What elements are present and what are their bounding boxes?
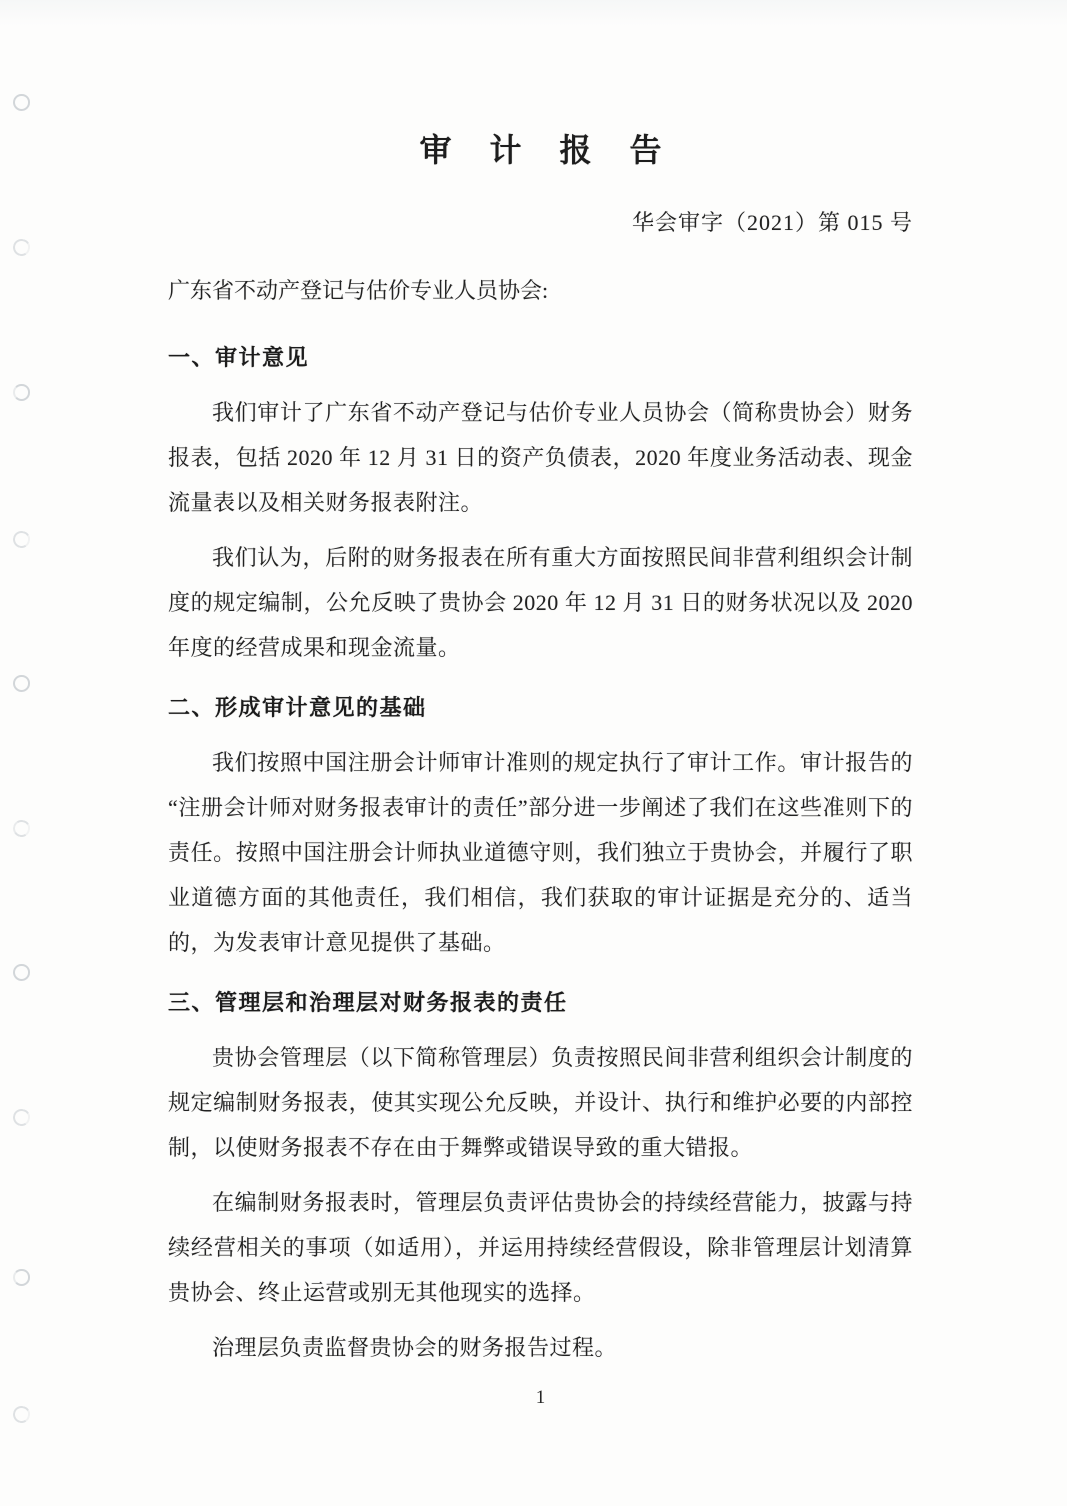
- paragraph-management-responsibility-2: 在编制财务报表时，管理层负责评估贵协会的持续经营能力，披露与持续经营相关的事项（如适用），并运用持续经营假设，除非管理层计划清算贵协会、终止运营或别无其他现实的选择。: [168, 1190, 913, 1305]
- paragraph-basis-for-opinion-1: 我们按照中国注册会计师审计准则的规定执行了审计工作。审计报告的“注册会计师对财务报表审计的责任”部分进一步阐述了我们在这些准则下的责任。按照中国注册会计师执业道德守则，我们独立于贵协会，并履行了职业道德方面的其他责任，我们相信，我们获取的审计证据是充分的、适当的，为发表审计意见提供了基础。: [168, 750, 913, 955]
- paragraph-management-responsibility-1: 贵协会管理层（以下简称管理层）负责按照民间非营利组织会计制度的规定编制财务报表，使其实现公允反映，并设计、执行和维护必要的内部控制，以使财务报表不存在由于舞弊或错误导致的重大错报。: [168, 1045, 913, 1160]
- binder-hole-mark: [11, 1107, 31, 1127]
- section-heading-audit-opinion: 一、审计意见: [168, 345, 310, 370]
- binder-hole-mark: [13, 675, 30, 692]
- paragraph-management-responsibility-3: 治理层负责监督贵协会的财务报告过程。: [212, 1335, 618, 1360]
- addressee: 广东省不动产登记与估价专业人员协会:: [168, 278, 549, 303]
- binder-hole-mark: [11, 529, 31, 549]
- page-number: 1: [535, 1387, 546, 1408]
- document-title: 审 计 报 告: [419, 132, 677, 168]
- section-heading-basis-for-opinion: 二、形成审计意见的基础: [168, 695, 427, 720]
- paragraph-audit-opinion-2: 我们认为，后附的财务报表在所有重大方面按照民间非营利组织会计制度的规定编制，公允反映了贵协会 2020 年 12 月 31 日的财务状况以及 2020 年度的经营成果和现金流量。: [168, 545, 913, 660]
- document-content: [168, 0, 913, 1410]
- binder-hole-mark: [11, 1404, 31, 1424]
- binder-holes: [0, 0, 40, 1506]
- binder-hole-mark: [13, 964, 30, 981]
- binder-hole-mark: [13, 94, 30, 111]
- binder-hole-mark: [11, 818, 31, 838]
- section-heading-management-responsibility: 三、管理层和治理层对财务报表的责任: [168, 990, 568, 1015]
- binder-hole-mark: [11, 237, 31, 257]
- binder-hole-mark: [13, 384, 30, 401]
- binder-hole-mark: [13, 1269, 30, 1286]
- reference-number: 华会审字（2021）第 015 号: [631, 210, 913, 235]
- paragraph-audit-opinion-1: 我们审计了广东省不动产登记与估价专业人员协会（简称贵协会）财务报表，包括 2020 年 12 月 31 日的资产负债表，2020 年度业务活动表、现金流量表以及相关财务报表附注。: [168, 400, 913, 515]
